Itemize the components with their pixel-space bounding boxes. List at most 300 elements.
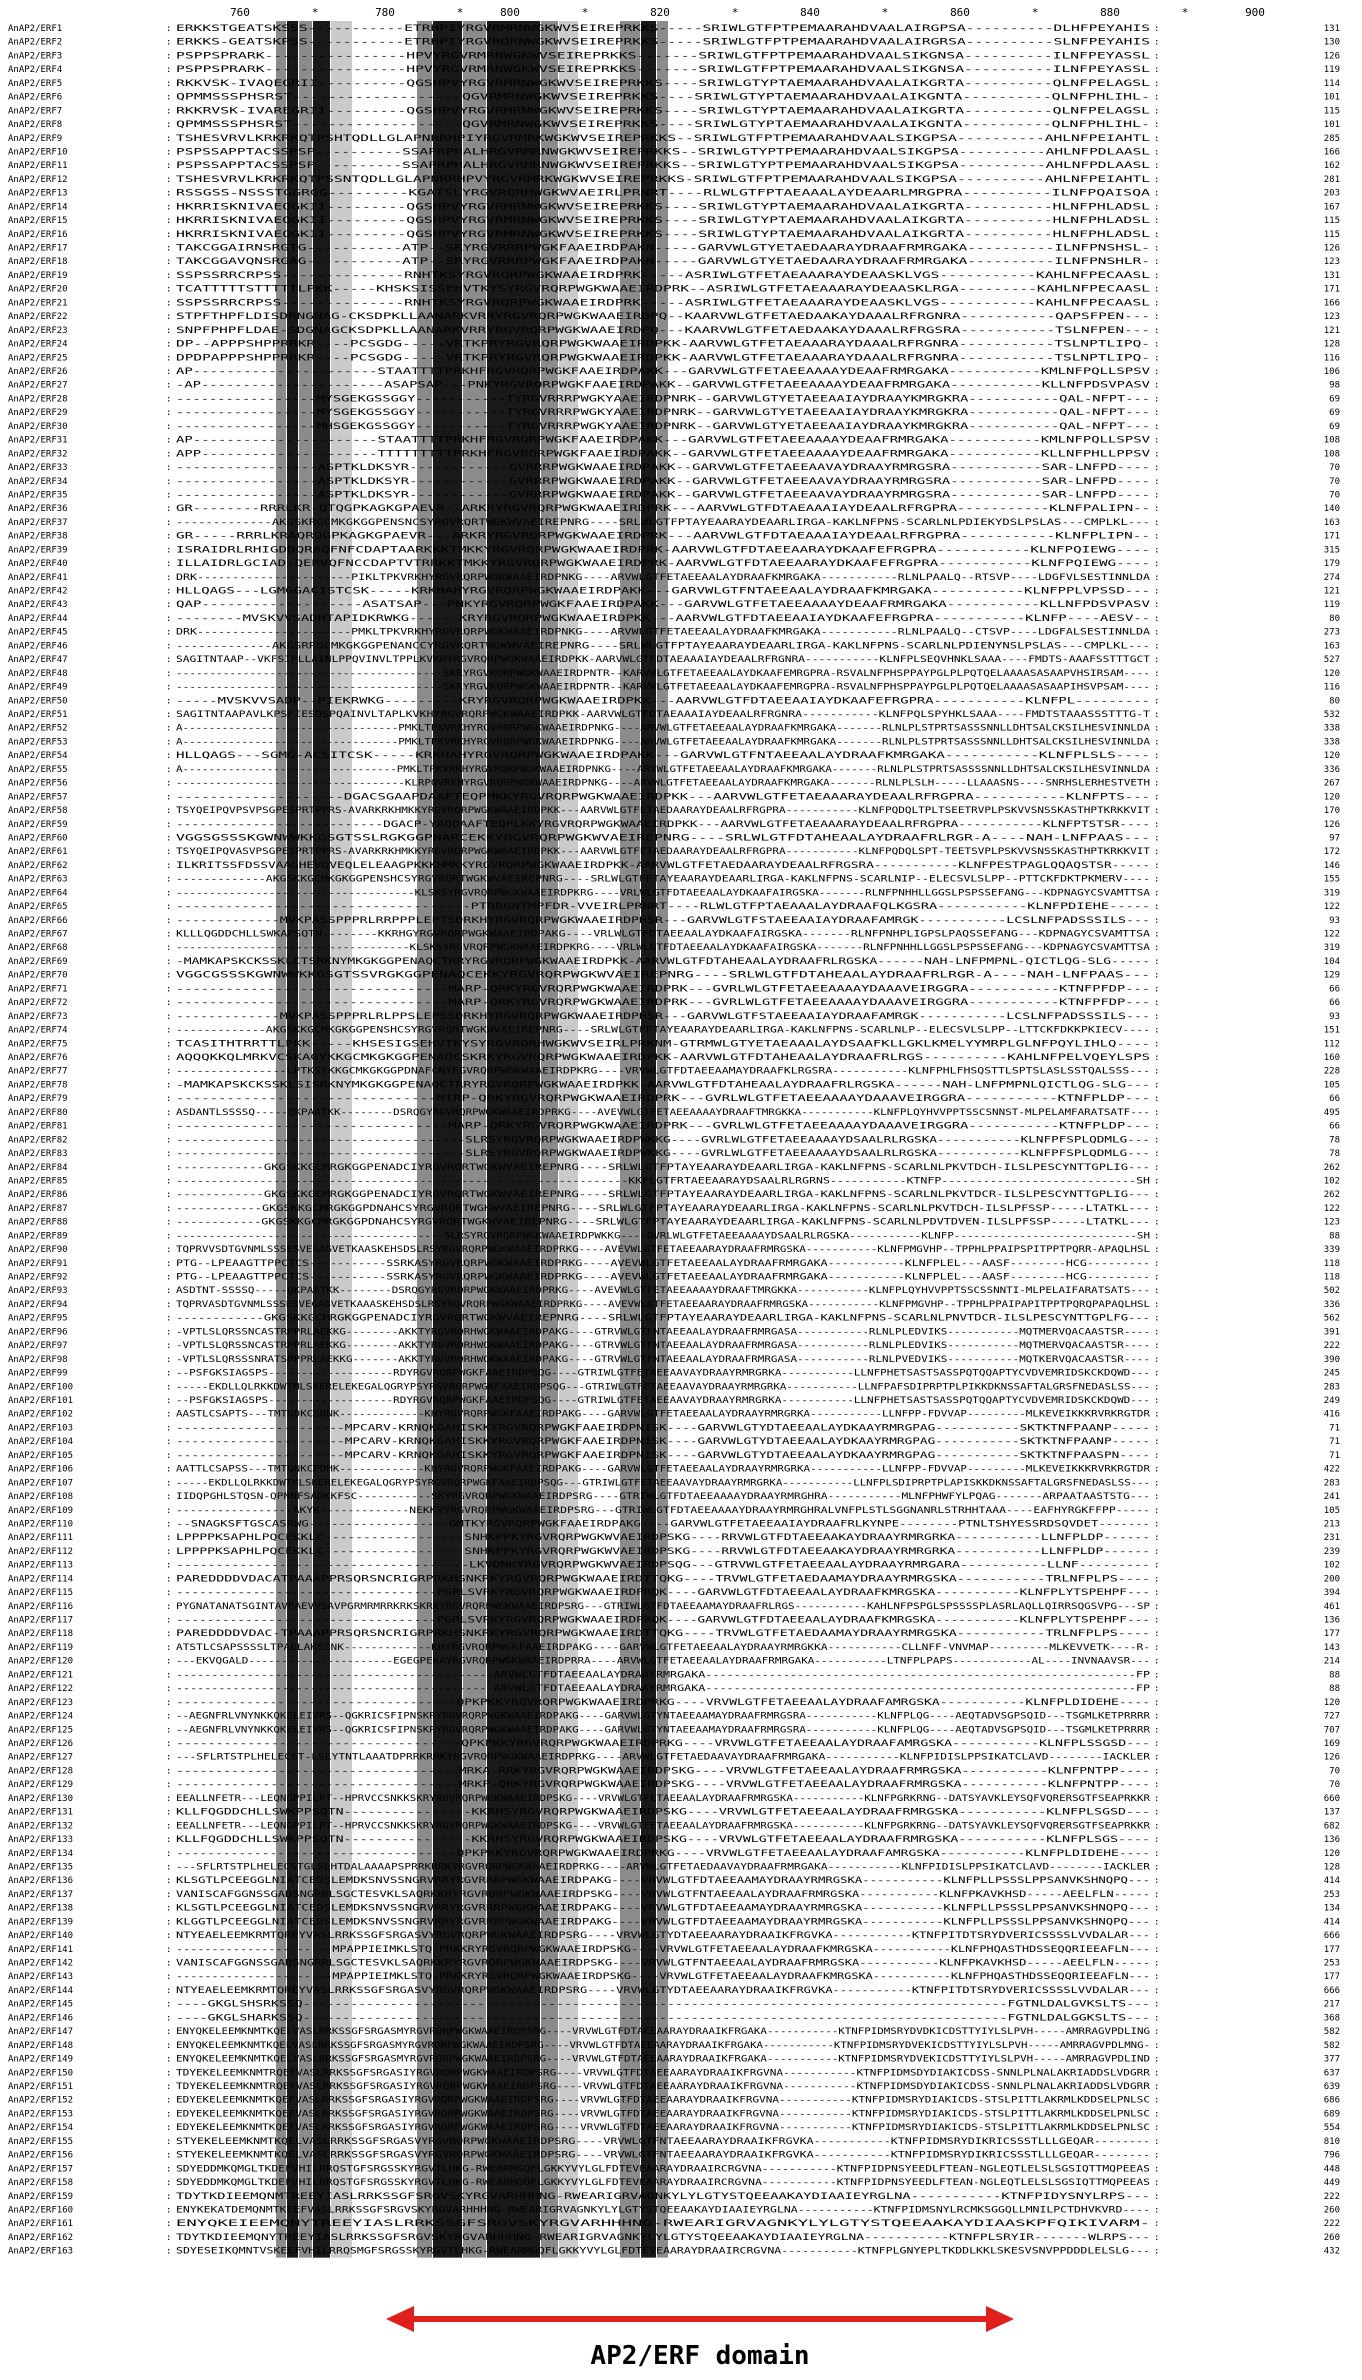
sequence-length: 136: [1323, 1615, 1340, 1626]
separator: :: [1154, 956, 1160, 967]
alignment-row: [8, 1684, 1340, 1694]
sequence-name: AnAP2/ERF94: [8, 1299, 68, 1310]
sequence-length: 69: [1329, 408, 1340, 419]
sequence-residues: ------------------------------------MRKP-QRKYRGVRQRPWGKWAAEIRDPSKG----VRVWLGTFETAEEAALAYDRAAFRMRGSKA-----------KLNFPNTPP----: [176, 1780, 1150, 1791]
separator: :: [1154, 819, 1160, 830]
ruler-star: *: [1181, 6, 1189, 19]
separator: :: [166, 819, 172, 830]
alignment-row: [8, 1451, 1340, 1461]
sequence-name: AnAP2/ERF112: [8, 1546, 74, 1557]
alignment-row: [8, 559, 1340, 569]
sequence-length: 177: [1323, 1972, 1340, 1983]
separator: :: [166, 37, 172, 48]
sequence-length: 126: [1323, 51, 1340, 62]
separator: :: [166, 2027, 172, 2038]
sequence-name: AnAP2/ERF48: [8, 668, 68, 679]
separator: :: [1154, 2150, 1160, 2161]
separator: :: [166, 216, 172, 227]
separator: :: [1154, 270, 1160, 281]
sequence-name: AnAP2/ERF100: [8, 1382, 74, 1393]
separator: :: [166, 2013, 172, 2024]
separator: :: [1154, 1313, 1160, 1324]
sequence-residues: NTYEAELEEMKRMTQREYVASLRRKSSGFSRGASVYRGVRQRPWGKWAAEIRDPSRG----VRVWLGTYDTAEEAARAYDRAAIKFRGVKA-----------KTNFPITDTSRYDVERICSSSSLVVDALAR---: [176, 1931, 1150, 1942]
alignment-row: [8, 1026, 1340, 1036]
sequence-name: AnAP2/ERF22: [8, 312, 68, 323]
sequence-name: AnAP2/ERF23: [8, 325, 68, 336]
sequence-residues: TDYEKELEEMKNMTRQEFVASLRRKSSGFSRGASIYRGVRQRPWGKWAAEIRDPSRG----VRVWLGTFDTAEEAARAYDRAAIKFRGVNA-----------KTNFPIDMSDYDIAKICDSS-SNNLPLNALAKRIADDSLVDGRR: [176, 2082, 1151, 2092]
separator: :: [1154, 2095, 1160, 2106]
sequence-name: AnAP2/ERF66: [8, 915, 68, 926]
separator: :: [1154, 1025, 1160, 1036]
separator: :: [1154, 2082, 1160, 2092]
sequence-length: 101: [1323, 92, 1340, 103]
alignment-row: [8, 1341, 1340, 1351]
sequence-length: 416: [1323, 1409, 1340, 1420]
sequence-length: 119: [1323, 600, 1340, 611]
sequence-residues: --PSFGKSIAGSPS-------------------RDYRGVRQRPWGKFAAEIRDPSQG----GTRIWLGTFETAEEAAVAYDRAAYRMRGRKA-----------LLNFPHETSASTSASSPQTQQAPTYCVDVEMRIDSKCKDQWD---: [176, 1396, 1150, 1406]
separator: :: [166, 408, 172, 419]
alignment-row: [8, 1039, 1340, 1049]
separator: :: [166, 1080, 172, 1091]
sequence-length: 262: [1323, 1190, 1340, 1201]
separator: :: [166, 1889, 172, 1900]
alignment-row: [8, 1945, 1340, 1955]
separator: :: [166, 1519, 172, 1530]
separator: :: [166, 778, 172, 789]
ruler-number: 880: [1100, 6, 1120, 19]
sequence-length: 78: [1329, 1135, 1340, 1146]
sequence-length: 123: [1323, 1217, 1340, 1228]
sequence-length: 128: [1323, 339, 1340, 350]
separator: :: [1154, 2136, 1160, 2147]
sequence-name: AnAP2/ERF84: [8, 1162, 68, 1173]
separator: :: [1154, 202, 1160, 213]
separator: :: [1154, 723, 1160, 734]
sequence-residues: ----------------------MPCARV-KRNQKGAHISKKYRGVRQRPWGKFAAEIRDPNISK----GARVWLGTYDTAEEAALAYDKAAYRMRGPAG-----------SKTKTNFPAANP-----: [176, 1437, 1150, 1448]
sequence-residues: ENYQKELEEMKNMTKQELVASLRRKSSGFSRGASMYRGVRQRPWGKWAAEIRDPSRG----VRVWLGTFDTAEEAARAYDRAAIKFRGAKA-----------KTNFPIDMSRYDVEKICDSTTYIYLSLPVH-----AMRRAGVPDLMNG-: [176, 2040, 1150, 2051]
sequence-name: AnAP2/ERF97: [8, 1341, 68, 1352]
sequence-residues: SSPSSRRCRPSS--------------RNHTKSYRGVRQRPWGKWAAEIRDPRK-----ASRIWLGTFETAEAAARAYDEAASKLVGS-----------KAHLNFPECAASL: [176, 270, 1150, 281]
sequence-residues: -----EKDLLQLRKKDWTMLSKERELEKEGALQGRYPSYRGVRQRPWGKFAAEIRDPSQG---GTRIWLGTFETAEEAAVAYDRAAYRMRGRKA-----------LLNFPAFSDIPRPTPLPIKKDKNSSAFTALGRSFNEDASLSS---: [176, 1382, 1150, 1393]
sequence-residues: SDYEDDMKQMGLTKDEFVHILRRQSTGFSRGSSKYRGVTLHKG-RWEARMGQFLGKKYVYLGLFDTEVEAARAYDRAAIRCRGVNA-----------KTNFPIDPNSYEEDLFTEAN-NGLEQTLELSLSGSIQTTMQPEEAS: [176, 2178, 1150, 2189]
alignment-row: [8, 1080, 1340, 1090]
sequence-residues: EDYEKELEEMKNMTKQEFVASLRRKSSGFSRGASIYRGVRQRPWGKWAAEIRDPSRG----VRVWLGTFDTAEEAARAYDRAAIKFRGVNA-----------KTNFPIDMSRYDIAKICDS-STSLPITTLAKRMLKDDSELPNLSC: [176, 2109, 1150, 2120]
separator: :: [1154, 600, 1160, 611]
separator: :: [166, 764, 172, 775]
sequence-name: AnAP2/ERF111: [8, 1533, 74, 1544]
sequence-residues: A---------------------------------PMKLTPKVRKHYRGVRQRPWGKWAAEIRDPNKG----ARVWLGTFETAEEAALAYDRAAFKMRGAKA-------RLNLPLSTPRTSASSSNNLLDHTSALCKSILHESVINNLDA: [176, 723, 1151, 734]
separator: :: [166, 1670, 172, 1681]
sequence-name: AnAP2/ERF77: [8, 1066, 68, 1077]
alignment-row: [8, 2151, 1340, 2161]
sequence-length: 338: [1323, 723, 1340, 734]
sequence-length: 93: [1329, 1011, 1340, 1022]
sequence-name: AnAP2/ERF89: [8, 1231, 68, 1242]
separator: :: [166, 1492, 172, 1503]
separator: :: [1154, 2232, 1160, 2243]
sequence-name: AnAP2/ERF57: [8, 792, 68, 803]
ruler-number: 780: [375, 6, 395, 19]
alignment-row: [8, 779, 1340, 789]
separator: :: [1154, 65, 1160, 76]
separator: :: [166, 1780, 172, 1791]
alignment-row: [8, 147, 1340, 157]
separator: :: [1154, 751, 1160, 762]
separator: :: [166, 1396, 172, 1406]
sequence-residues: ------------GKGSKKGCMRGKGGPENADCIYRGVRQRTWGKWVAEIREPNRG----SRLWLGTFPTAYEAARAYDEAARLIRGA-KAKLNFPNS-SCARLNLPKVTDCR-ILSLPESCYNTTGPLIG---: [176, 1190, 1150, 1201]
separator: :: [1154, 888, 1160, 899]
sequence-name: AnAP2/ERF150: [8, 2068, 74, 2079]
sequence-name: AnAP2/ERF98: [8, 1354, 68, 1365]
separator: :: [166, 2040, 172, 2051]
sequence-name: AnAP2/ERF117: [8, 1615, 74, 1626]
sequence-length: 228: [1323, 1066, 1340, 1077]
sequence-length: 689: [1323, 2109, 1340, 2120]
sequence-residues: ----------------------------------------SKRYRGVRQRPWGKWAAEIRDPNTR--KARVWLGTFETAEEAALAYDKAAFEMRGPRA-RSVALNFPHSPPAYPGLPLPQTQELAAAASASAAPIHSVPSAM----: [176, 682, 1150, 693]
sequence-name: AnAP2/ERF5: [8, 78, 63, 89]
separator: :: [166, 2205, 172, 2216]
sequence-length: 166: [1323, 298, 1340, 309]
alignment-row: [8, 1465, 1340, 1475]
sequence-name: AnAP2/ERF116: [8, 1601, 74, 1612]
separator: :: [1154, 216, 1160, 227]
sequence-length: 120: [1323, 1697, 1340, 1708]
sequence-residues: KLLFQGDDCHLLSWKPPSQTN----------------KKRHSYRGVRQRPWGKWAAEIRDPSKG----VRVWLGTFETAEEAALAYDRAAFRMRGSKA-----------KLNFPLSGSD---: [176, 1807, 1150, 1818]
separator: :: [166, 517, 172, 528]
alignment-row: [8, 161, 1340, 171]
alignment-row: [8, 216, 1340, 226]
separator: :: [1154, 1231, 1160, 1242]
sequence-length: 283: [1323, 1478, 1340, 1489]
sequence-length: 130: [1323, 37, 1340, 48]
sequence-length: 686: [1323, 2095, 1340, 2106]
sequence-name: AnAP2/ERF149: [8, 2054, 74, 2065]
sequence-name: AnAP2/ERF138: [8, 1903, 74, 1914]
sequence-length: 422: [1323, 1464, 1340, 1475]
sequence-name: AnAP2/ERF11: [8, 161, 68, 172]
ruler-number: 860: [950, 6, 970, 19]
sequence-length: 115: [1323, 106, 1340, 117]
sequence-length: 171: [1323, 284, 1340, 295]
sequence-name: AnAP2/ERF80: [8, 1107, 68, 1118]
sequence-length: 666: [1323, 1931, 1340, 1942]
sequence-length: 102: [1323, 1560, 1340, 1571]
separator: :: [166, 1972, 172, 1983]
separator: :: [1154, 1574, 1160, 1585]
sequence-name: AnAP2/ERF161: [8, 2219, 74, 2230]
separator: :: [166, 2164, 172, 2175]
alignment-row: [8, 1231, 1340, 1241]
domain-arrow-left-head: [386, 2306, 414, 2332]
alignment-row: [8, 2082, 1340, 2092]
separator: :: [166, 792, 172, 803]
sequence-residues: RKKVSK-IVAQEGRII----------QGSHPVYRGVRMRNWGKWVSEIREPRKKS----SRIWLGTYPTAEMAARAHDVAALAIKGRTA----------QLNFPELAGSL: [176, 78, 1150, 89]
separator: :: [166, 2082, 172, 2092]
sequence-length: 217: [1323, 1999, 1340, 2010]
alignment-row: [8, 1273, 1340, 1283]
sequence-residues: SAGITNTAAPAVLKPSFIESDSPQAINVLTAPLKVKHYRGVRQRPWGKWAAEIRDPKK-AARVWLGTFDTAEAAAIAYDEAALRFRGNRA-----------KLNFPQLSPYHKLSAAA----FMDTSTAAASSSTTTG-T: [176, 710, 1151, 720]
sequence-name: AnAP2/ERF104: [8, 1437, 74, 1448]
sequence-residues: HKRRISKNIVAEQGKII---------QGSHPVYRGVRMRNWGKWVSEIREPRKKS----SRIWLGTYPTAEMAARAHDVAALAIKGRTA----------HLNFPHLADSL: [176, 229, 1150, 240]
sequence-name: AnAP2/ERF145: [8, 1999, 74, 2010]
sequence-residues: -----MVSKVVSADP--PIEKRWKG---------KRYRGVRQRPWGKWAAEIRDPKK---AARVWLGTFDTAEEAAIAYDKAAFEFRGPRA-----------KLNFPL---------: [176, 696, 1150, 707]
separator: :: [166, 1560, 172, 1571]
sequence-name: AnAP2/ERF64: [8, 888, 68, 899]
separator: :: [166, 504, 172, 515]
sequence-length: 70: [1329, 463, 1340, 474]
separator: :: [166, 1876, 172, 1887]
separator: :: [166, 1505, 172, 1516]
sequence-residues: -VPTLSLQRSSNCASTRPPRLAEKKG--------AKKTYRGVRQRHWGKWAAEIRDPAKG----GTRVWLGTFNTAEEAALAYDRAAFRMRGASA-----------RLNLPLEDVIKS-----------MQTMERVQACAASTSR----: [176, 1327, 1150, 1338]
sequence-name: AnAP2/ERF86: [8, 1190, 68, 1201]
alignment-row: [8, 998, 1340, 1008]
separator: :: [1154, 133, 1160, 144]
sequence-name: AnAP2/ERF152: [8, 2095, 74, 2106]
separator: :: [1154, 1999, 1160, 2010]
separator: :: [1154, 147, 1160, 158]
sequence-residues: ENYQKELEEMKNMTKQELVASLRRKSSGFSRGASMYRGVRQRPWGKWAAEIRDPSRG----VRVWLGTFDTAEEAARAYDRAAIKFRGAKA-----------KTNFPIDMSRYDVEKICDSTTYIYLSLPVH-----AMRRAGVPDLIND: [176, 2054, 1150, 2065]
separator: :: [166, 545, 172, 556]
sequence-length: 122: [1323, 929, 1340, 940]
sequence-name: AnAP2/ERF50: [8, 696, 68, 707]
sequence-residues: ------------------------------------PTRRGNTMPFDR-VVEIRLPRNRT----RLWLGTFPTAEAAALAYDRAAFQLKGSRA-----------KLNFPDIEHE-----: [176, 902, 1150, 913]
separator: :: [1154, 1656, 1160, 1667]
sequence-residues: -------------AKGSKKGCMKGKGGPENSHCSYRGVRQRTWGKWVAEIREPNRG----SRLWLGTFPTAYEAARAYDEAARLIRGA-KAKLNFPNS-SCARLNIP--ELECSVLSLPP--PTTCKFDKTPKMERV----: [176, 874, 1150, 885]
alignment-row: [8, 1437, 1340, 1447]
sequence-length: 660: [1323, 1793, 1340, 1804]
sequence-name: AnAP2/ERF114: [8, 1574, 74, 1585]
sequence-name: AnAP2/ERF58: [8, 806, 68, 817]
alignment-row: [8, 1725, 1340, 1735]
separator: :: [1154, 682, 1160, 693]
sequence-length: 707: [1323, 1725, 1340, 1736]
sequence-length: 108: [1323, 435, 1340, 446]
sequence-name: AnAP2/ERF102: [8, 1409, 74, 1420]
alignment-row: [8, 1355, 1340, 1365]
sequence-length: 120: [1323, 792, 1340, 803]
separator: :: [1154, 655, 1160, 666]
alignment-row: [8, 1547, 1340, 1557]
sequence-name: AnAP2/ERF18: [8, 257, 68, 268]
sequence-residues: ------------GKGSKKGCMRGKGGPENADCIYRGVRQRTWGKWVAEIREPNRG----SRLWLGTFPTAYEAARAYDEAARLIRGA-KAKLNFPNS-SCARLNLPKVTDCH-ILSLPESCYNTTGPLIG---: [176, 1162, 1150, 1173]
separator: :: [1154, 1354, 1160, 1365]
sequence-length: 273: [1323, 627, 1340, 638]
separator: :: [1154, 1766, 1160, 1777]
separator: :: [166, 1752, 172, 1763]
separator: :: [166, 1135, 172, 1146]
separator: :: [166, 1203, 172, 1214]
alignment-rows: [8, 24, 1340, 2257]
sequence-residues: DPDPAPPPSHPPRRKR----PCSGDG-----VRTKPRYRGVRQRPWGKWAAEIRDPKK-AARVWLGTFETAEAAARAYDAAALRFRGNRA-----------TSLNPTLIPQ-: [176, 353, 1150, 364]
sequence-name: AnAP2/ERF163: [8, 2246, 74, 2257]
alignment-row: [8, 614, 1340, 624]
sequence-residues: SAGITNTAAP--VKFSIPLLAINLPPQVINVLTPPLKVKHYRGVRQRPWGKWAAEIRDPKK-AARVWLGTFDTAEAAAIAYDEAALRFRGNRA-----------KLNFPLSEQVHNKLSAAA----FMDTS-AAAFSSTTTGCT: [176, 655, 1151, 666]
sequence-residues: ENYQKEIEEMQNYTREEYIASLRRKSSGFSRGVSKYRGVARHHHNG-RWEARIGRVAGNKYLYLGTYSTQEEAAKAYDIAASKPFQIKIVARM-: [176, 2219, 1150, 2230]
alignment-row: [8, 806, 1340, 816]
separator: :: [166, 2109, 172, 2120]
separator: :: [1154, 435, 1160, 446]
separator: :: [1154, 1039, 1160, 1050]
sequence-name: AnAP2/ERF107: [8, 1478, 74, 1489]
sequence-name: AnAP2/ERF74: [8, 1025, 68, 1036]
separator: :: [166, 51, 172, 62]
sequence-residues: EDYEKELEEMKNMTKQEFVASLRRKSSGFSRGASIYRGVRQRPWGKWAAEIRDPSRG----VRVWLGTFDTAEEAARAYDRAAIKFRGVNA-----------KTNFPIDMSRYDIAKICDS-STSLPITTLAKRMLKDDSELPNLSC: [176, 2123, 1150, 2134]
sequence-length: 432: [1323, 2246, 1340, 2257]
alignment-row: [8, 573, 1340, 583]
alignment-row: [8, 1917, 1340, 1927]
separator: :: [166, 1437, 172, 1448]
sequence-residues: ----GKGLSHSRKSSQ-----------------------------------------------------------------------------------------FGTNLDALGVKSLTS---: [176, 1999, 1150, 2010]
sequence-name: AnAP2/ERF95: [8, 1313, 68, 1324]
separator: :: [1154, 92, 1160, 103]
alignment-row: [8, 1972, 1340, 1982]
sequence-residues: SSPSSRRCRPSS--------------RNHTKSYRGVRQRPWGKWAAEIRDPRK-----ASRIWLGTFETAEAAARAYDEAASKLVGS-----------KAHLNFPECAASL: [176, 298, 1150, 309]
separator: :: [1154, 545, 1160, 556]
alignment-row: [8, 244, 1340, 254]
sequence-length: 146: [1323, 860, 1340, 871]
sequence-length: 177: [1323, 1944, 1340, 1955]
sequence-residues: QPMMSSSPHSRST-------------------QGVRMRNWGKWVSEIREPRKKS----SRIWLGTYPTAEMAARAHDVAALAIKGNTA----------QLNFPHLIHL-: [176, 120, 1150, 131]
sequence-name: AnAP2/ERF47: [8, 655, 68, 666]
sequence-length: 123: [1323, 257, 1340, 268]
separator: :: [166, 380, 172, 391]
separator: :: [1154, 1423, 1160, 1434]
alignment-row: [8, 1053, 1340, 1063]
alignment-row: [8, 724, 1340, 734]
separator: :: [166, 1656, 172, 1667]
separator: :: [166, 325, 172, 336]
alignment-row: [8, 51, 1340, 61]
sequence-length: 66: [1329, 998, 1340, 1009]
sequence-length: 143: [1323, 1642, 1340, 1653]
sequence-residues: -----------------ASPTKLDKSYR------------GVRRRPWGKWAAEIRDPAKK--GARVWLGTFETAEEAAVAYDRAAYRMRGSRA-----------SAR-LNFPD----: [176, 490, 1150, 501]
sequence-name: AnAP2/ERF85: [8, 1176, 68, 1187]
ruler-number: 760: [230, 6, 250, 19]
sequence-residues: AATTLCSAPSS---TMTGNKCPDHK-------------KHYRGVRQRPWGKFAAEIRDPAKG----GARVWLGTFETAEEAALAYDRAAYRMRGRKA-----------LLNFPP-FDVVAP---------MLKEVEIKKKRVRKRGTDR: [176, 1464, 1151, 1475]
sequence-residues: STYEKELEEMKNMTKQELVASLRRKSSGFSRGASVYRGVRQRPWGKWAAEIRDPSRG----VRVWLGTFNTAEEAARAYDRAAIKFRGVKA-----------KTNFPIDMSRYDIKRICSSSTLLLGEQAR--------: [176, 2150, 1150, 2161]
sequence-length: 163: [1323, 641, 1340, 652]
sequence-length: 115: [1323, 216, 1340, 227]
separator: :: [166, 1039, 172, 1050]
separator: :: [1154, 312, 1160, 323]
alignment-row: [8, 38, 1340, 48]
alignment-row: [8, 1176, 1340, 1186]
separator: :: [1154, 1080, 1160, 1091]
alignment-row: [8, 134, 1340, 144]
sequence-residues: PSPPSPRARK----------------HPVYRGVRMRNWGKWVSEIREPRKKS-------SRIWLGTFPTPEMAARAHDVAALSIKGNSA----------ILNFPEYASSL: [176, 51, 1150, 62]
separator: :: [1154, 915, 1160, 926]
alignment-row: [8, 1149, 1340, 1159]
sequence-residues: NTYEAELEEMKRMTQREYVASLRRKSSGFSRGASVYRGVRQRPWGKWAAEIRDPSRG----VRVWLGTYDTAEEAARAYDRAAIKFRGVKA-----------KTNFPITDTSRYDVERICSSSSLVVDALAR---: [176, 1985, 1150, 1996]
sequence-residues: -----------------MYSGEKGSSGGY-----------TYRGVRRRPWGKYAAEIRDPNRK--GARVWLGTYETAEEAAIAYDRAAYKMRGKRA-----------QAL-NFPT---: [176, 394, 1150, 405]
separator: :: [1154, 1903, 1160, 1914]
alignment-row: [8, 312, 1340, 322]
alignment-row: [8, 532, 1340, 542]
separator: :: [166, 1835, 172, 1846]
separator: :: [1154, 696, 1160, 707]
separator: :: [166, 1615, 172, 1626]
sequence-length: 260: [1323, 2232, 1340, 2243]
sequence-name: AnAP2/ERF13: [8, 188, 68, 199]
separator: :: [166, 1258, 172, 1269]
sequence-name: AnAP2/ERF109: [8, 1505, 74, 1516]
sequence-residues: ----------------------------------PGRLSVRKYRGVRQRPWGKWAAEIRDPRQK----GARVWLGTFDTAEEAALAYDRAAFKMRGSKA-----------KLNFPLYTSPEHPF---: [176, 1588, 1150, 1599]
separator: :: [166, 1848, 172, 1859]
separator: :: [166, 586, 172, 597]
sequence-name: AnAP2/ERF147: [8, 2027, 74, 2038]
sequence-residues: -------------MVKPASSPPPRLRLPPSLEPSSDRKHYRGVRQRPWGKWAAEIRDPHSR---GARVWLGTFSTAEEAAIAYDRAAFAMRGK-----------LCSLNFPADSSSILS---: [176, 1011, 1150, 1022]
separator: :: [1154, 421, 1160, 432]
sequence-name: AnAP2/ERF59: [8, 819, 68, 830]
sequence-name: AnAP2/ERF29: [8, 408, 68, 419]
sequence-name: AnAP2/ERF27: [8, 380, 68, 391]
alignment-row: [8, 1245, 1340, 1255]
separator: :: [1154, 37, 1160, 48]
sequence-length: 131: [1323, 270, 1340, 281]
separator: :: [1154, 641, 1160, 652]
sequence-residues: -------------AKGSKKGCMKGKGGPENSHCSYRGVRQRTWGKWVAEIREPNRG----SRLWLGTFPTAYEAARAYDEAARLIRGA-KAKLNFPNS-SCARLNLP--ELECSVLSLPP--LTTCKFDKKPKIECV----: [176, 1025, 1150, 1036]
alignment-row: [8, 477, 1340, 487]
alignment-row: [8, 669, 1340, 679]
separator: :: [1154, 1492, 1160, 1503]
separator: :: [166, 1793, 172, 1804]
sequence-residues: HLLQAGS---SGMG-ACSITCSK-----KRKHAHYRGVRQRPWGKWAAEIRDPAKK---GARVWLGTFNTAEEAALAYDRAAFKMRGAKA-----------KLNFPLSLS----: [176, 751, 1150, 762]
separator: :: [166, 2150, 172, 2161]
separator: :: [1154, 1697, 1160, 1708]
sequence-residues: -MAMKAPSKCKSSKLSISRKNYMKGKGGPENAQCTRRYRGVRQRPWGKWAAEIRDPKK-AARVWLGTFDTAHEAALAYDRAAFRLRGSKA------NAH-LNFPMPNLQICTLQG-SLG---: [176, 1080, 1150, 1091]
separator: :: [1154, 174, 1160, 185]
sequence-residues: PSPSSAPPTACSSPSP----------SSAPRPHALHRGVRMRNWGKWVSEIREPRKKS--SRIWLGTYPTPEMAARAHDVAALSIKGPSA----------AHLNFPDLAASL: [176, 161, 1150, 172]
sequence-name: AnAP2/ERF9: [8, 133, 63, 144]
separator: :: [166, 1958, 172, 1969]
sequence-residues: -----------------------------------------------------------------KKFLGTFRTAEEAARAYDSAALRLRGRNS-----------KTNFP----------------------------SH: [176, 1176, 1150, 1187]
sequence-length: 179: [1323, 559, 1340, 570]
sequence-length: 121: [1323, 586, 1340, 597]
separator: :: [1154, 902, 1160, 913]
separator: :: [166, 1382, 172, 1393]
sequence-length: 102: [1323, 1176, 1340, 1187]
separator: :: [1154, 2068, 1160, 2079]
sequence-length: 120: [1323, 1848, 1340, 1859]
separator: :: [166, 943, 172, 954]
sequence-name: AnAP2/ERF133: [8, 1835, 74, 1846]
alignment-row: [8, 2137, 1340, 2147]
alignment-row: [8, 2027, 1340, 2037]
sequence-length: 70: [1329, 1766, 1340, 1777]
sequence-length: 104: [1323, 956, 1340, 967]
sequence-residues: -------------------------------------LKVDNKYRGVRQRPWGKWVAEIRDPSQG---GTRVWLGTFETAEEAALAYDRAAYRMRGARA-----------LLNF---------: [176, 1560, 1150, 1571]
separator: :: [1154, 1203, 1160, 1214]
sequence-length: 116: [1323, 353, 1340, 364]
sequence-name: AnAP2/ERF155: [8, 2136, 74, 2147]
sequence-residues: VGGCGSSSKGWNWWKKGSGTSSVRGKGGPENAQCEKKYRGVRQRPWGKWVAEIREPNRG----SRLWLGTFDTAHEAALAYDRAAFRLRGR-A----NAH-LNFPAAS---: [176, 970, 1150, 981]
sequence-residues: -----------------------------------KLRPQVRKHYRGVRQRPWGKWAAEIRDPNKG----ARVWLGTFETAEEAALAYDRAAFKMRGAKA-------RLNLPLSLH-----LLAAASNS----SNRHSLERHESTVETH: [176, 778, 1150, 789]
separator: :: [166, 24, 172, 34]
ruler-star: *: [1031, 6, 1039, 19]
sequence-residues: IIDQPGHLSTQSN-QPNNFSADKKFSC-----------SKYRGVRQRPWGKWAAEIRDPSRG----GTRIWLGTFDTAEEAAAAYDRAAYRMRGHRA-----------MLNFPHWFYLPQAG-------ARPAATAASTSTG---: [176, 1492, 1150, 1503]
separator: :: [1154, 1368, 1160, 1379]
sequence-name: AnAP2/ERF21: [8, 298, 68, 309]
sequence-length: 120: [1323, 668, 1340, 679]
sequence-residues: ------------GKGSKKGCMRGKGGPDNAHCSYRGVRQRTWGKWVAEIREPNRG----SRLWLGTFPTAYEAARAYDEAARLIRGA-KAKLNFPNS-SCARLNLPDVTDVEN-ILSLPFSSP-----LTATKL---: [176, 1217, 1150, 1228]
separator: :: [1154, 1409, 1160, 1420]
separator: :: [166, 65, 172, 76]
alignment-row: [8, 1492, 1340, 1502]
domain-annotation: [386, 2306, 1014, 2371]
sequence-length: 80: [1329, 613, 1340, 624]
separator: :: [166, 1642, 172, 1653]
separator: :: [1154, 394, 1160, 405]
